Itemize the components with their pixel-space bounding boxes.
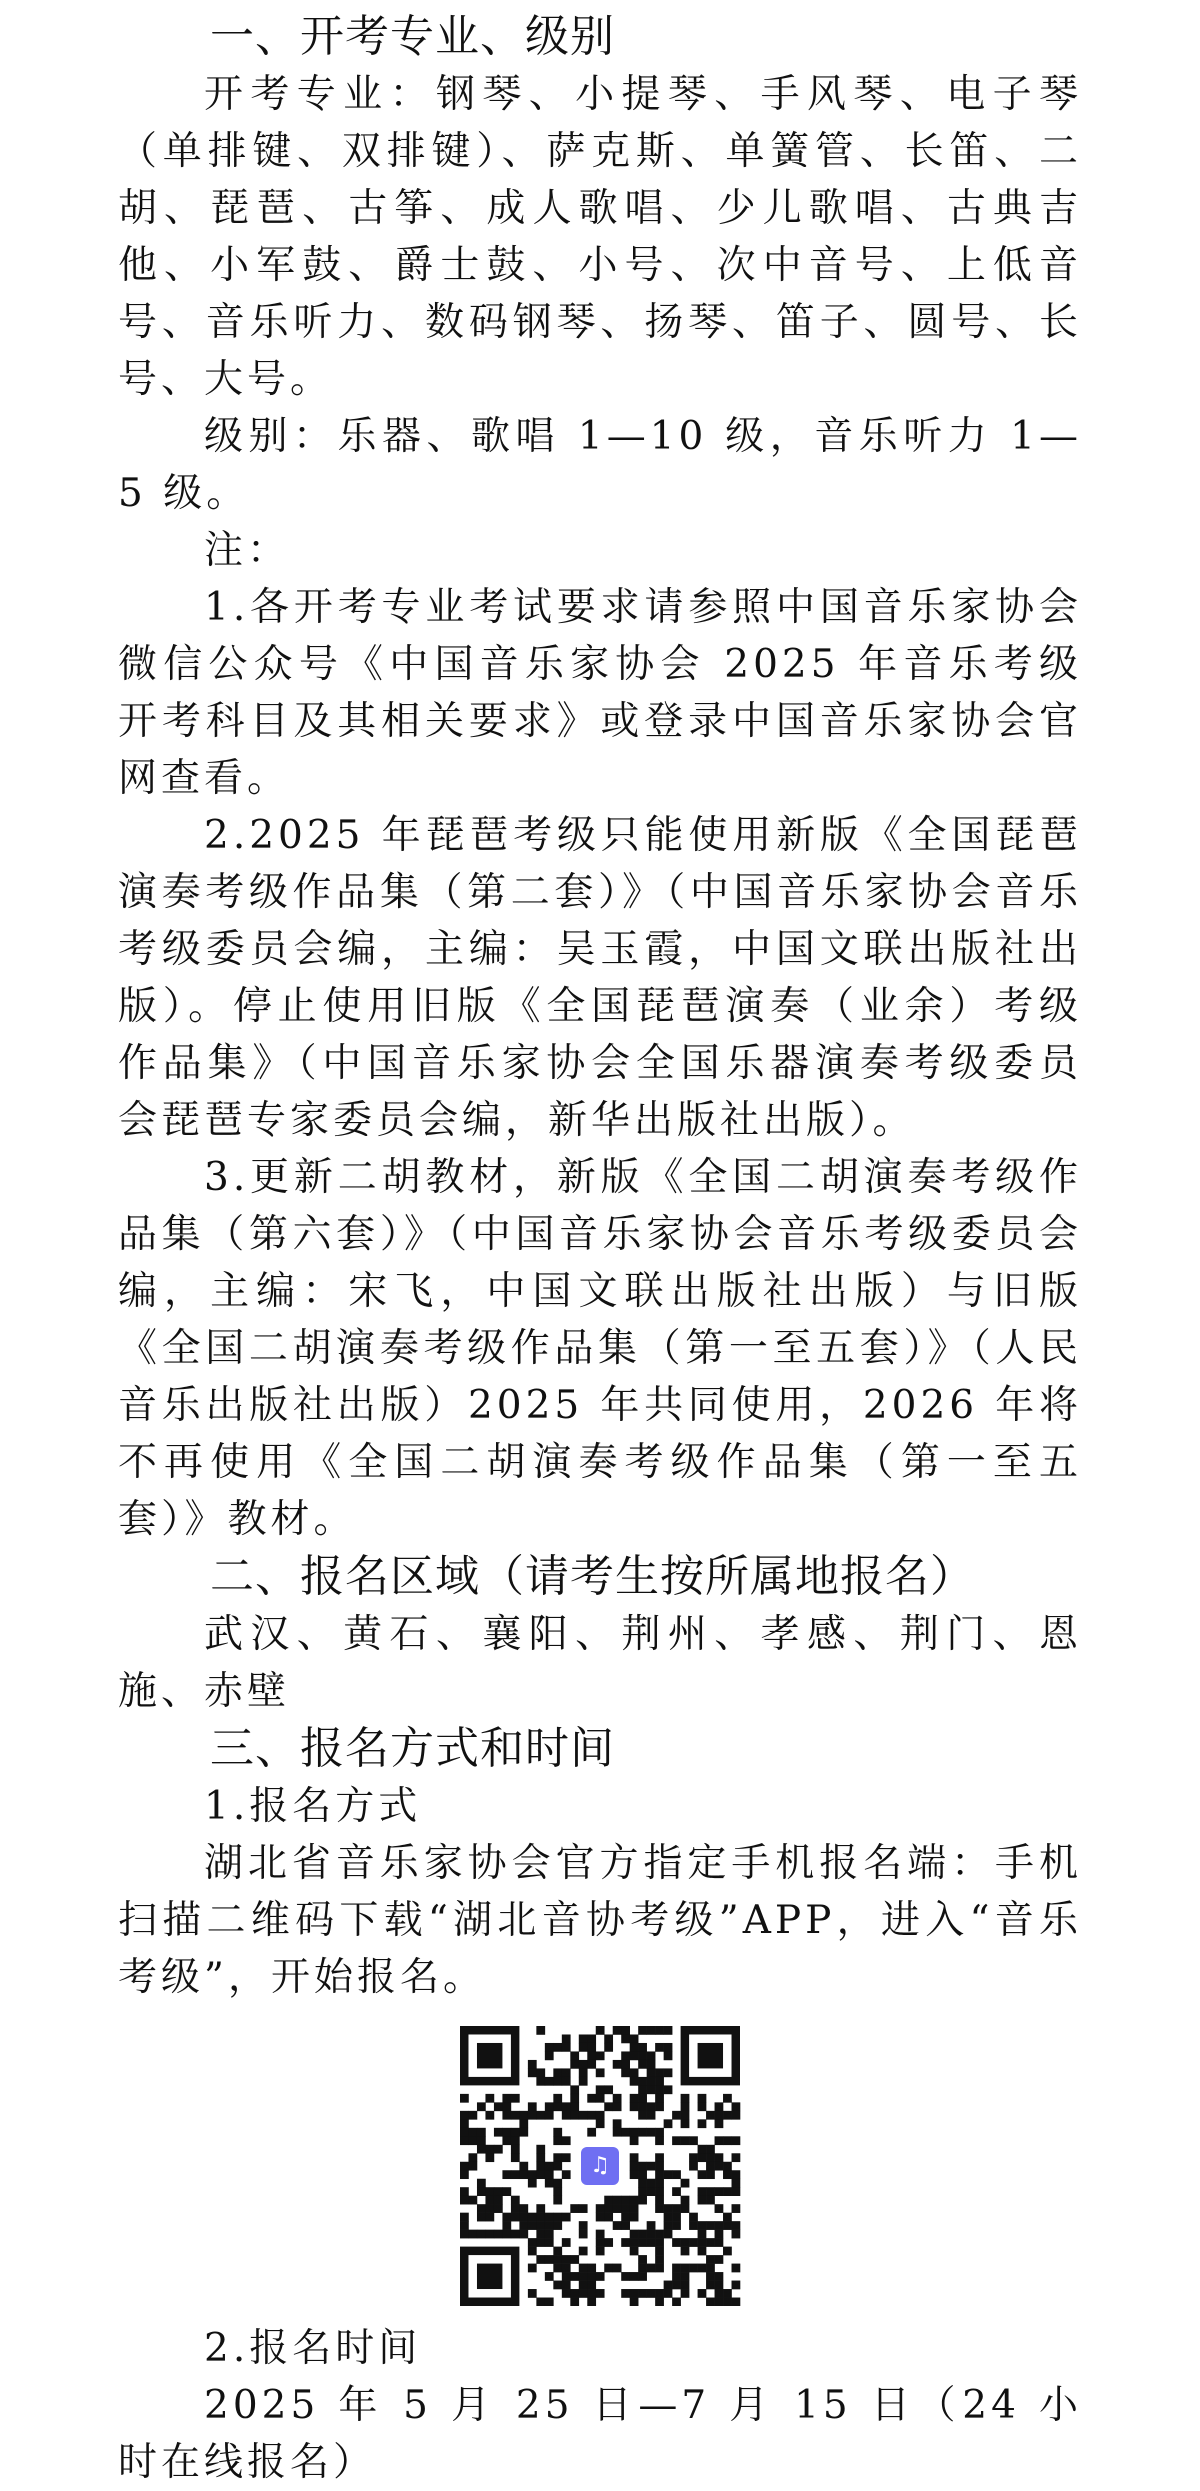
registration-time-label: 2.报名时间 xyxy=(204,2326,422,2371)
registration-regions-text: 武汉、黄石、襄阳、荆州、孝感、荆门、恩施、赤壁 xyxy=(118,1612,1082,1714)
section-3-heading: 三、报名方式和时间 xyxy=(210,1723,615,1774)
exam-majors-text: 开考专业：钢琴、小提琴、手风琴、电子琴（单排键、双排键）、萨克斯、单簧管、长笛、二胡、琵琶、古筝、成人歌唱、少儿歌唱、古典吉他、小军鼓、爵士鼓、小号、次中音号、上低音号、音乐听力、数码钢琴、扬琴、笛子、圆号、长号、大号。 xyxy=(118,72,1082,402)
note-item-2: 2.2025 年琵琶考级只能使用新版《全国琵琶演奏考级作品集（第二套）》（中国音乐家协会音乐考级委员会编，主编：吴玉霞，中国文联出版社出版）。停止使用旧版《全国琵琶演奏（业余）考级作品集》（中国音乐家协会全国乐器演奏考级委员会琵琶专家委员会编，新华出版社出版）。 xyxy=(118,813,1082,1143)
qr-code-container xyxy=(118,2006,1082,2320)
qr-code-icon[interactable] xyxy=(441,2026,759,2306)
note-item-1: 1.各开考专业考试要求请参照中国音乐家协会微信公众号《中国音乐家协会 2025 年音乐考级开考科目及其相关要求》或登录中国音乐家协会官网查看。 xyxy=(118,585,1082,801)
app-logo-icon: ♫ xyxy=(581,2147,619,2185)
exam-levels-text: 级别：乐器、歌唱 1—10 级，音乐听力 1—5 级。 xyxy=(118,414,1082,516)
section-2-heading: 二、报名区域（请考生按所属地报名） xyxy=(210,1551,975,1602)
registration-method-text: 湖北省音乐家协会官方指定手机报名端：手机扫描二维码下载“湖北音协考级”APP，进入“音乐考级”，开始报名。 xyxy=(118,1841,1082,2000)
section-1-heading: 一、开考专业、级别 xyxy=(210,11,615,62)
registration-method-label: 1.报名方式 xyxy=(204,1784,422,1829)
note-label: 注： xyxy=(204,528,291,573)
note-item-3: 3.更新二胡教材，新版《全国二胡演奏考级作品集（第六套）》（中国音乐家协会音乐考级委员会编，主编：宋飞，中国文联出版社出版）与旧版《全国二胡演奏考级作品集（第一至五套）》（人民音乐出版社出版）2025 年共同使用，2026 年将不再使用《全国二胡演奏考级作品集（第一至五套）》教材。 xyxy=(118,1155,1082,1542)
registration-time-text: 2025 年 5 月 25 日—7 月 15 日（24 小时在线报名） xyxy=(118,2383,1082,2485)
